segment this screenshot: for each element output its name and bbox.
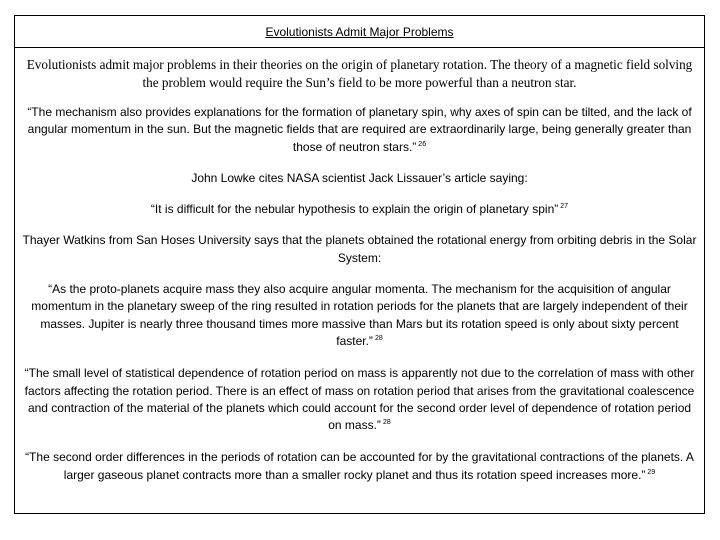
slide-body — [15, 56, 704, 498]
quote-second-order-differences — [21, 449, 698, 484]
quote-statistical-dependence — [21, 365, 698, 434]
quote-nebular-hypothesis — [21, 201, 698, 218]
intro-paragraph — [21, 56, 698, 92]
paragraph-text: “As the proto-planets acquire mass they also acquire angular momenta. The mechanism for the acquisition of angular momentum in the planetary sweep of the ring resulted in rotation periods for the planets that are largely independent of their masses. Jupiter is nearly three thousand times more massive than Mars but its rotation speed is only about sixty percent faster.” — [31, 282, 688, 348]
quote-proto-planets — [21, 281, 698, 350]
quote-magnetic-fields — [21, 104, 698, 156]
slide-title: Evolutionists Admit Major Problems — [15, 16, 704, 48]
paragraph-text: “It is difficult for the nebular hypothesis to explain the origin of planetary spin” — [150, 202, 559, 217]
footnote-marker: 26 — [418, 140, 427, 148]
watkins-citation — [21, 232, 698, 267]
slide-frame — [14, 15, 705, 514]
footnote-marker: 28 — [382, 419, 391, 427]
paragraph-text: “The small level of statistical dependence of rotation period on mass is apparently not due to the correlation of mass with other factors affecting the rotation period. There is an effect of mass on rotation period that arises from the gravitational coalescence and contraction of the material of the planets which could account for the second order level of dependence of rotation period on mass.” — [24, 366, 695, 433]
footnote-marker: 29 — [647, 468, 656, 476]
footnote-marker: 28 — [374, 334, 383, 342]
paragraph-text: “The mechanism also provides explanations for the formation of planetary spin, why axes of spin can be tilted, and the lack of angular momentum in the sun. But the magnetic fields that are required are extraordinarily large, being generally greater than those of neutron stars.” — [27, 105, 692, 154]
lowke-citation — [21, 170, 698, 187]
footnote-marker: 27 — [560, 203, 569, 211]
paragraph-text: Evolutionists admit major problems in their theories on the origin of planetary rotation. The theory of a magnetic field solving the problem would require the Sun’s field to be more powerful than a neutron star. — [26, 57, 693, 90]
paragraph-text: John Lowke cites NASA scientist Jack Lissauer’s article saying: — [191, 170, 528, 185]
paragraph-text: Thayer Watkins from San Hoses University says that the planets obtained the rotational energy from orbiting debris in the Solar System: — [22, 233, 697, 265]
paragraph-text: “The second order differences in the periods of rotation can be accounted for by the gravitational contractions of the planets. A larger gaseous planet contracts more than a smaller rocky planet and thus its rotation speed increases more.” — [25, 450, 694, 482]
